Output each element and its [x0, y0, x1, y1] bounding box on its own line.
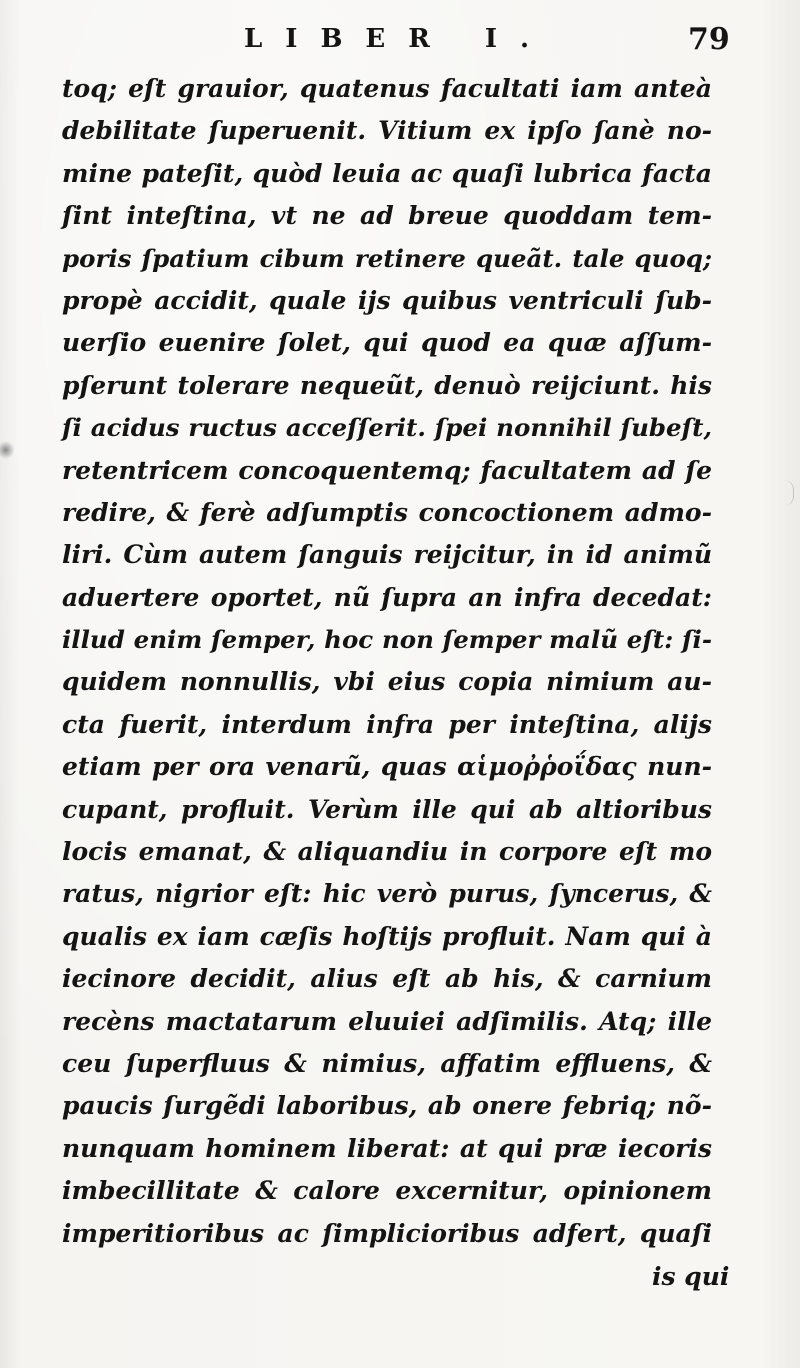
text-line: redire, & ferè adſumptis concoctionem admo-: [62, 497, 712, 527]
text-line: imperitioribus ac ſimplicioribus adfert, quaſi: [62, 1218, 712, 1248]
text-line: ſi acidus ructus acceſſerit. ſpei nonnihil ſubeſt,: [62, 413, 712, 443]
text-line: mine pateſit, quòd leuia ac quaſi lubrica facta: [62, 158, 712, 188]
text-line: ſint inteſtina, vt ne ad breue quoddam tem-: [62, 201, 712, 231]
text-line: locis emanat, & aliquandiu in corpore eſt mo: [62, 837, 712, 867]
text-line: toq; eſt grauior, quatenus facultati iam anteà: [62, 74, 712, 103]
text-line: etiam per ora venarũ, quas αἱμοῤῥοΐδας nun-: [62, 752, 712, 782]
page-stain: [0, 440, 14, 460]
text-line: retentricem concoquentemq; facultatem ad ſe: [62, 455, 712, 485]
text-line: liri. Cùm autem ſanguis reijcitur, in id animũ: [62, 540, 712, 570]
text-line: iecinore decidit, alius eſt ab his, & carnium: [62, 964, 712, 994]
text-line: aduertere oportet, nũ ſupra an infra decedat:: [62, 582, 712, 612]
page-number: 79: [688, 22, 730, 57]
text-line: paucis ſurgẽdi laboribus, ab onere febriq; nõ-: [62, 1091, 712, 1121]
text-line: qualis ex iam cæſis hoſtijs profluit. Nam qui à: [62, 921, 712, 951]
text-line: cupant, profluit. Verùm ille qui ab altioribus: [62, 794, 712, 824]
text-line: illud enim ſemper, hoc non ſemper malũ eſt: ſi-: [62, 625, 712, 655]
text-line: imbecillitate & calore excernitur, opinionem: [62, 1176, 712, 1206]
text-line: ceu ſuperfluus & nimius, affatim effluens, &: [62, 1048, 712, 1078]
text-line: nunquam hominem liberat: at qui præ iecoris: [62, 1133, 712, 1163]
body-text: [62, 68, 712, 1255]
text-line: pſerunt tolerare nequeũt, denuò reijciunt. his: [62, 370, 712, 400]
catchword: is qui: [652, 1262, 730, 1291]
text-line: propè accidit, quale ijs quibus ventriculi ſub-: [62, 285, 712, 315]
text-line: debilitate ſuperuenit. Vitium ex ipſo ſanè no-: [62, 116, 712, 146]
page-header: [0, 14, 800, 62]
text-line: ratus, nigrior eſt: hic verò purus, ſyncerus, &: [62, 879, 712, 909]
running-head: LIBER I.: [244, 24, 553, 54]
page-edge-mark: [783, 480, 794, 506]
text-line: poris ſpatium cibum retinere queãt. tale quoq;: [62, 243, 712, 273]
text-line: uerſio euenire ſolet, qui quod ea quæ aſſum-: [62, 328, 712, 358]
text-line: recèns mactatarum eluuiei adſimilis. Atq; ille: [62, 1006, 712, 1036]
text-line: quidem nonnullis, vbi eius copia nimium au-: [62, 667, 712, 697]
text-line: cta fuerit, interdum infra per inteſtina, alijs: [62, 709, 712, 739]
